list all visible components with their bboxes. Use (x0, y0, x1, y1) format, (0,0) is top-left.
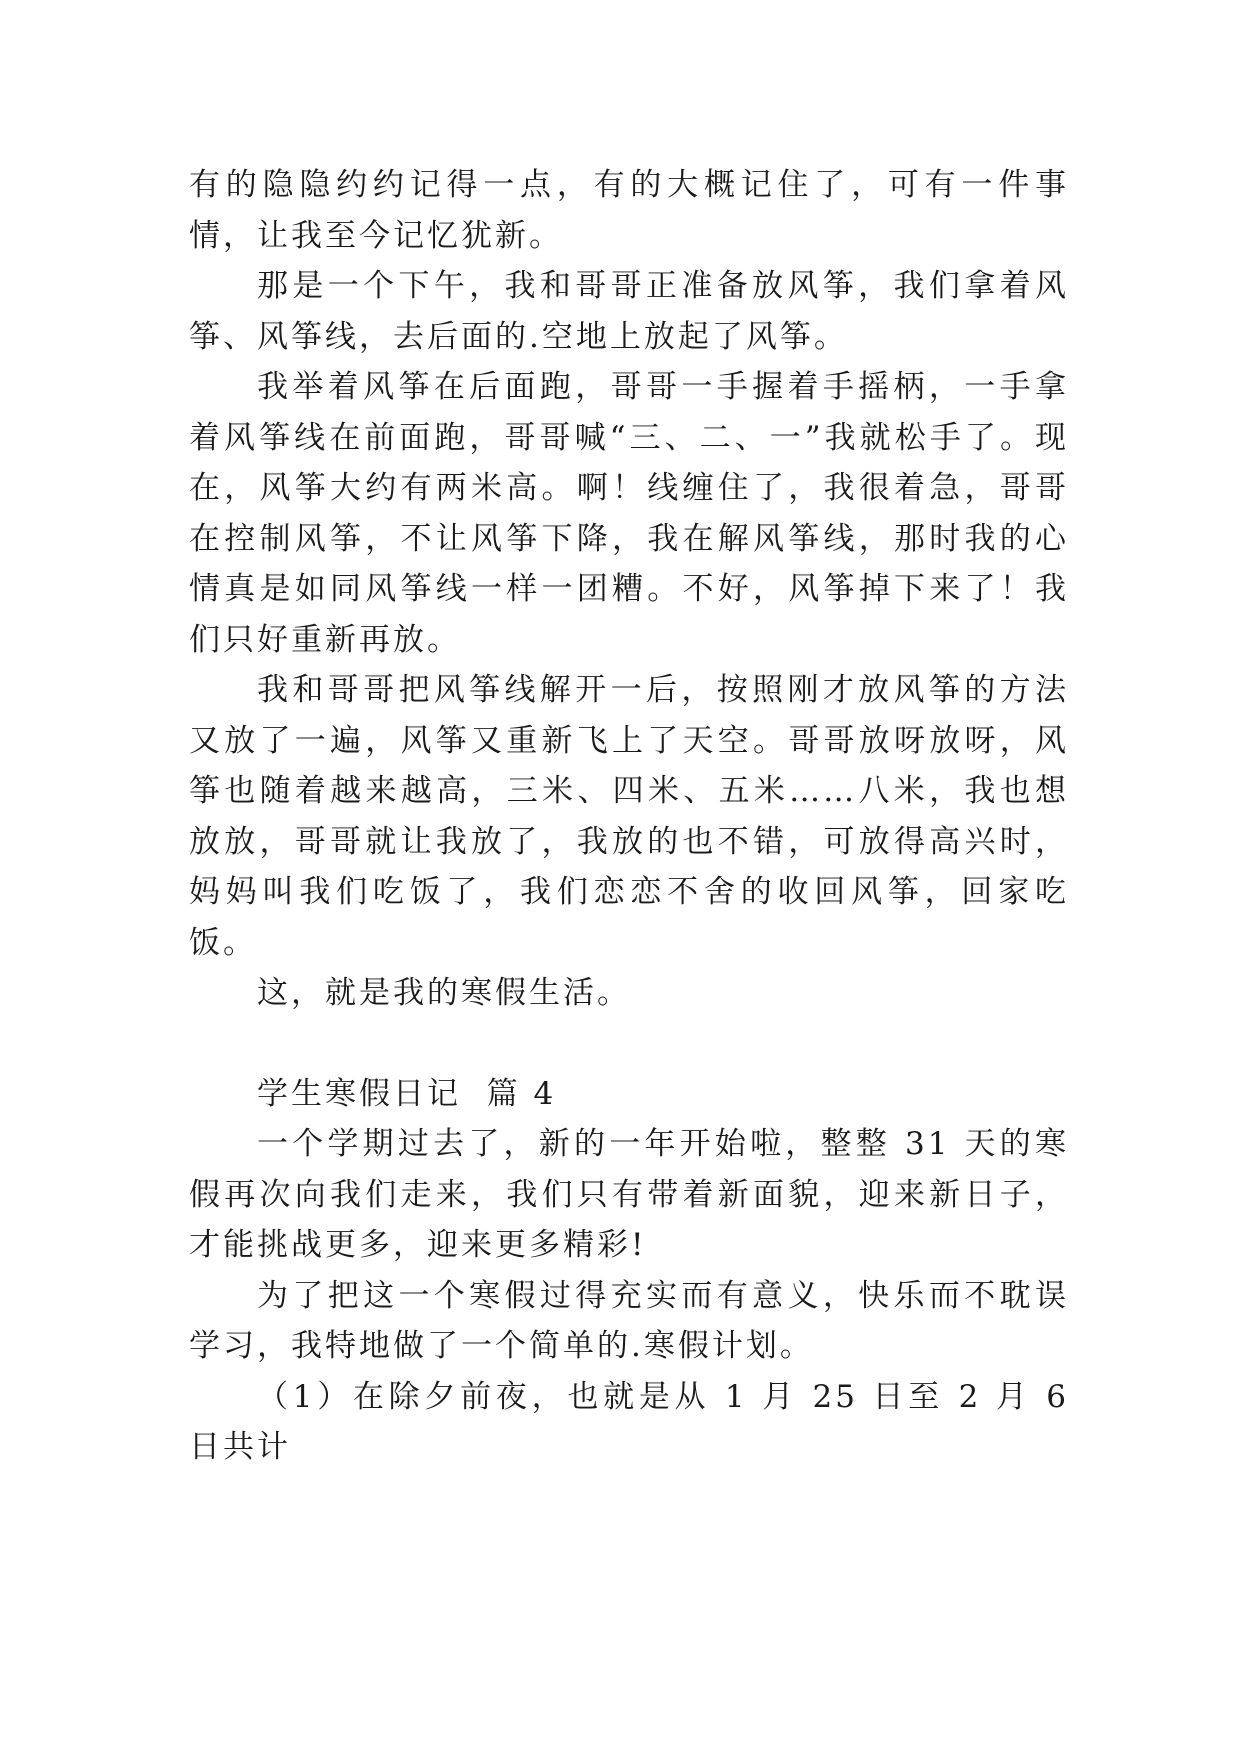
paragraph: 我举着风筝在后面跑，哥哥一手握着手摇柄，一手拿着风筝线在前面跑，哥哥喊“三、二、一”我就松手了。现在，风筝大约有两米高。啊！线缠住了，我很着急，哥哥在控制风筝，不让风筝下降，我在解风筝线，那时我的心情真是如同风筝线一样一团糟。不好，风筝掉下来了！我们只好重新再放。 (189, 369, 1069, 658)
paragraph: 那是一个下午，我和哥哥正准备放风筝，我们拿着风筝、风筝线，去后面的.空地上放起了风筝。 (189, 268, 1069, 355)
paragraph: 这，就是我的寒假生活。 (257, 975, 631, 1011)
paragraph-continued: 有的隐隐约约记得一点，有的大概记住了，可有一件事情，让我至今记忆犹新。 (189, 167, 1069, 254)
section-heading: 学生寒假日记 篇 4 (257, 1075, 557, 1112)
paragraph: （1）在除夕前夜，也就是从 1 月 25 日至 2 月 6 日共计 (189, 1378, 1082, 1465)
paragraph: 为了把这一个寒假过得充实而有意义，快乐而不耽误学习，我特地做了一个简单的.寒假计划。 (189, 1277, 1069, 1364)
paragraph: 一个学期过去了，新的一年开始啦，整整 31 天的寒假再次向我们走来，我们只有带着新面貌，迎来新日子，才能挑战更多，迎来更多精彩! (189, 1126, 1069, 1263)
section-gap (189, 1019, 1069, 1069)
document-body (189, 160, 1082, 1473)
paragraph: 我和哥哥把风筝线解开一后，按照刚才放风筝的方法又放了一遍，风筝又重新飞上了天空。哥哥放呀放呀，风筝也随着越来越高，三米、四米、五米……八米，我也想放放，哥哥就让我放了，我放的也不错，可放得高兴时，妈妈叫我们吃饭了，我们恋恋不舍的收回风筝，回家吃饭。 (189, 672, 1069, 961)
